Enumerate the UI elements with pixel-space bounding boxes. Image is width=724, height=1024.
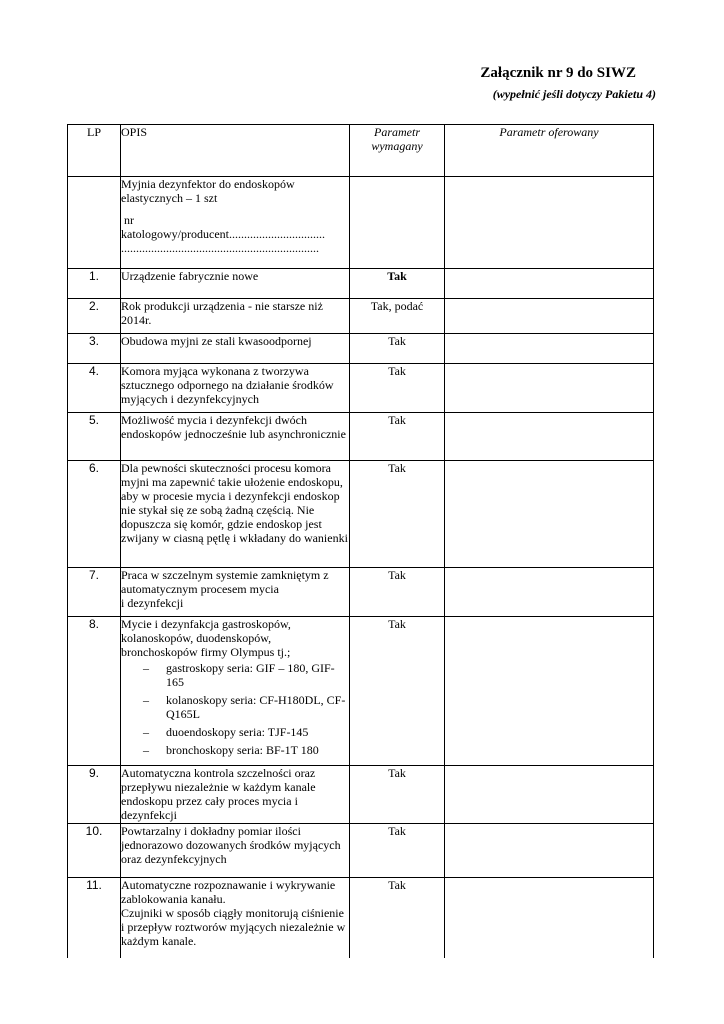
row-number: 6. (68, 461, 121, 568)
dash-marker: – (143, 725, 149, 739)
table-row (68, 878, 654, 958)
product-catalog-dots-1: katologowy/producent................................ (121, 227, 325, 241)
row-required: Tak (350, 766, 445, 824)
table-row (68, 269, 654, 299)
table-row (68, 364, 654, 413)
row-required: Tak (350, 413, 445, 461)
dash-marker: – (143, 661, 149, 675)
product-catalog-label: nr (124, 213, 134, 227)
product-name: Myjnia dezynfektor do endoskopów elastycznych – 1 szt (121, 177, 295, 205)
table-row (68, 766, 654, 824)
row-required: Tak, podać (350, 299, 445, 334)
row-number: 3. (68, 334, 121, 364)
product-row (68, 177, 654, 269)
table-row (68, 334, 654, 364)
list-item: – kolanoskopy seria: CF-H180DL, CF-Q165L (143, 693, 346, 721)
row-description-intro: Mycie i dezynfakcja gastroskopów, kolanoskopów, duodenskopów, bronchoskopów firmy Olympus tj.; (121, 617, 291, 659)
column-header-required (350, 125, 445, 177)
row-number: 11. (68, 878, 121, 958)
row-description (121, 878, 350, 958)
row-number: 2. (68, 299, 121, 334)
row-description-line: i dezynfekcji (121, 596, 184, 610)
row-required: Tak (350, 617, 445, 766)
row-offered[interactable] (445, 334, 654, 364)
list-item: – bronchoskopy seria: BF-1T 180 (143, 743, 319, 757)
row-description-line: Czujniki w sposób ciągły monitorują ciśnienie i przepływ roztworów myjących niezależnie w każdym kanale. (121, 906, 346, 948)
row-description: Możliwość mycia i dezynfekcji dwóch endoskopów jednocześnie lub asynchronicznie (121, 413, 350, 461)
product-catalog-dots-2: .................................................................. (121, 241, 319, 255)
row-description: Rok produkcji urządzenia - nie starsze niż 2014r. (121, 299, 350, 334)
row-description-line: Automatyczne rozpoznawanie i wykrywanie zablokowania kanału. (121, 878, 336, 906)
table-row (68, 413, 654, 461)
row-number: 7. (68, 568, 121, 617)
table-row (68, 568, 654, 617)
row-offered[interactable] (445, 269, 654, 299)
row-description: Automatyczna kontrola szczelności oraz przepływu niezależnie w każdym kanale endoskopu przez cały proces mycia i dezynfekcji (121, 766, 350, 824)
row-offered[interactable] (445, 413, 654, 461)
row-offered[interactable] (445, 364, 654, 413)
table-header-row (68, 125, 654, 177)
row-number: 5. (68, 413, 121, 461)
column-header-required-line1: Parametr (374, 125, 420, 139)
dash-marker: – (143, 693, 149, 707)
row-required: Tak (350, 568, 445, 617)
row-number: 10. (68, 824, 121, 878)
table-row (68, 299, 654, 334)
document-title: Załącznik nr 9 do SIWZ (480, 65, 636, 81)
row-description: Dla pewności skuteczności procesu komora myjni ma zapewnić takie ułożenie endoskopu, aby w procesie mycia i dezynfekcji endoskop nie stykał się ze sobą żadną częścią. Nie dopuszcza się komór, gdzie endoskop jest zwijany w ciasną pętlę i wkładany do wanienki (121, 461, 350, 568)
column-header-opis: OPIS (121, 125, 350, 177)
row-offered[interactable] (445, 461, 654, 568)
row-offered[interactable] (445, 617, 654, 766)
specification-table (67, 124, 654, 958)
row-description: Obudowa myjni ze stali kwasoodpornej (121, 334, 350, 364)
row-required: Tak (350, 334, 445, 364)
row-offered[interactable] (445, 878, 654, 958)
row-required: Tak (350, 461, 445, 568)
row-description-line: Praca w szczelnym systemie zamkniętym z automatycznym procesem mycia (121, 568, 329, 596)
product-offered-cell[interactable] (445, 177, 654, 269)
product-description (121, 177, 350, 269)
row-description (121, 568, 350, 617)
row-offered[interactable] (445, 824, 654, 878)
column-header-offered: Parametr oferowany (445, 125, 654, 177)
row-description: Urządzenie fabrycznie nowe (121, 269, 350, 299)
document-subtitle: (wypełnić jeśli dotyczy Pakietu 4) (492, 87, 656, 101)
row-offered[interactable] (445, 568, 654, 617)
row-number: 8. (68, 617, 121, 766)
endoscope-series-list (121, 661, 349, 757)
row-number: 4. (68, 364, 121, 413)
row-offered[interactable] (445, 766, 654, 824)
row-description: Komora myjąca wykonana z tworzywa sztucznego odpornego na działanie środków myjących i dezynfekcyjnych (121, 364, 350, 413)
column-header-required-line2: wymagany (371, 139, 423, 153)
row-required: Tak (350, 269, 445, 299)
row-required: Tak (350, 878, 445, 958)
table-row (68, 461, 654, 568)
row-description (121, 617, 350, 766)
row-required: Tak (350, 364, 445, 413)
product-required-cell (350, 177, 445, 269)
table-row (68, 824, 654, 878)
table-row (68, 617, 654, 766)
product-lp-cell (68, 177, 121, 269)
row-number: 1. (68, 269, 121, 299)
row-required: Tak (350, 824, 445, 878)
dash-marker: – (143, 743, 149, 757)
list-item: – gastroskopy seria: GIF – 180, GIF-165 (143, 661, 335, 689)
row-offered[interactable] (445, 299, 654, 334)
row-number: 9. (68, 766, 121, 824)
list-item: – duoendoskopy seria: TJF-145 (143, 725, 309, 739)
row-description: Powtarzalny i dokładny pomiar ilości jednorazowo dozowanych środków myjących oraz dezynfekcyjnych (121, 824, 350, 878)
column-header-lp: LP (68, 125, 121, 177)
